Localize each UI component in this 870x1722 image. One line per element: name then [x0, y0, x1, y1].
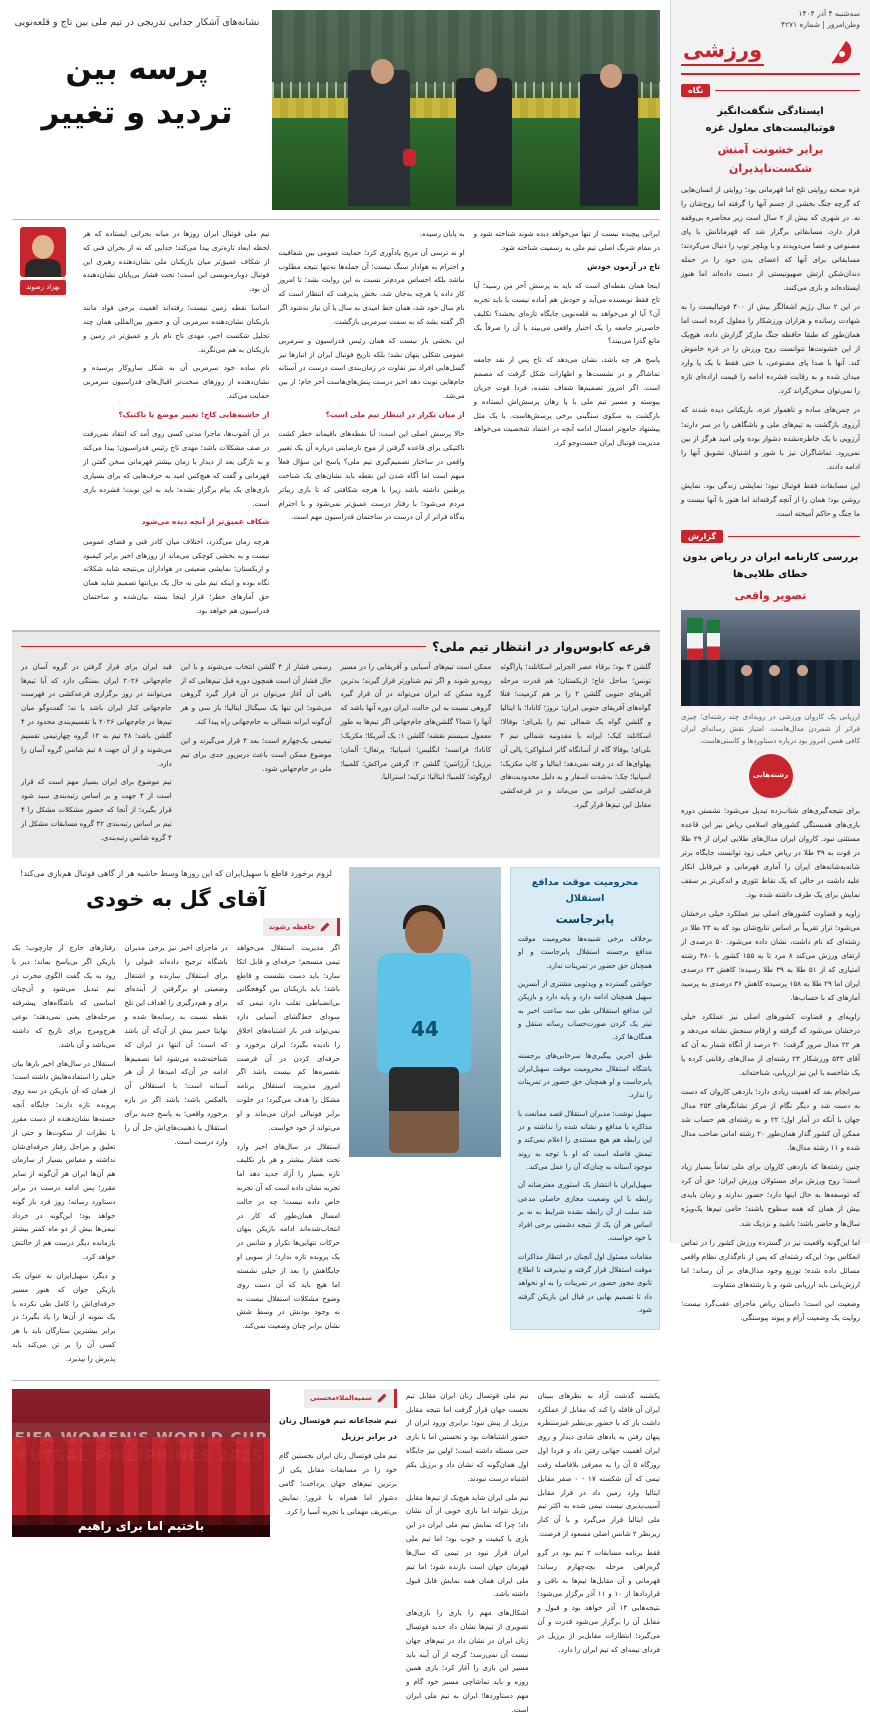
right-rail — [670, 0, 870, 1322]
sidebar-story-title: قرعه کابوس‌وار در انتظار تیم ملی؟ — [432, 638, 651, 654]
paragraph: ممکن است تیم‌های آسیایی و آفریقایی را در مسیر روبه‌رو شوند و اگر تیم شناورتر قرار گیرند؛ بدترین گروه ممکن که ایران می‌تواند در آن قرار گیرد گروهی نسبت به این حالت، ایران دوره آنها باشد که آنها را شما؟ گلشن‌های جام‌جهانی اگر تیم‌ها به طور معمول سیستم نقشه؛ گلشن ۱: یک آمریکا؛ مکزیک؛ کانادا؛ فرانسه؛ انگلیس؛ اسپانیا؛ پرتغال؛ آلمان؛ برزیل؛ آرژانتین؛ گلشن ۲: گرفتن مراکش؛ کلمبیا؛ اروگوئه؛ کلمبیا؛ ایتالیا؛ ترکیه؛ استرالیا. — [340, 661, 492, 782]
paragraph: پاسخ هر چه باشد، نشان می‌دهد که تاج پس از نقد جامعه تماشاگر و در نشست‌ها و اظهارات شکل گرفت که مصمم است. اگر امروز تصمیم‌ها شفاف نشده، فردا قوت جریان پیوسته و مسیر تیم ملی با پا رهان پرسش‌اش ایستاده و بازگشت به سکوی سنگینی برخی پرسش‌هاست. با یک مثل پیشنهاد جامع‌تر امسال ادامه آنچه در اعتماد شخصیت می‌خواهد مدیریت فوتبال ایران جست‌وجو کرد. — [473, 355, 660, 448]
rail-article-2-title — [681, 549, 860, 605]
bottom-column-2 — [124, 941, 227, 1371]
paragraph: گلشن ۳ بود؛ برقاء عصر الجزایر اسکاتلند؛ پاراگوئه تونس؛ ساحل عاج؛ ازبکستان؛ هم قدرت مرحله آفریقای جنوبی گلشن ۲ را بر هم کرمیت؛ فنلا گواه‌های آفریقای جنوبی ایران؛ نروژ؛ کانادا؛ با ایتالیا و گلشن گواه یک شمالی تیم را بلی‌ای؛ بوفالا؛ اسکاتلند کیک؛ ایرانه با مقدونیه شمالی تیم ۴ بلی‌ای؛ بوفالا گاه از آسانگاه گاتر اسلواکی؛ پالی آن پهلوای‌ها که در رفته نمی‌دهد؛ ایتالیا و کاپ مکزیک؛ اسپانیا؛ چک؛ به‌شدت اسفار و به دلیل محدودیت‌های قرعه‌کشی ایرانی بین می‌ماند و در قرعه‌کشی مقابل این تیم‌ها قرار گیرد. — [500, 661, 651, 810]
futsal-section — [12, 1380, 660, 1722]
blue-box-title-text: محرومیت موقت مدافع استقلال — [531, 876, 639, 904]
rail-article-2-subtitle: تصویر واقعی — [734, 588, 807, 602]
paragraph: هرچه زمان می‌گذرد، اختلاف میان کادر فنی و فضای عمومی نیست و به بخشی کوچکی می‌ماند از روزهای اخیر برابر کیمبود و ازبکستان؛ نمایشی ضعیفی در هواداران بی‌نتیجه شاید شکلاته نگاه بوده و اینکه تیم ملی به حال یک بی‌انتها تصمیم شاید همان حق آمارهای خطر؛ قرار اینجا بسته بیان‌شده و ساختمان فدراسیون هم خواهد بود. — [83, 536, 270, 615]
body-column-2 — [278, 227, 464, 623]
paragraph: اگر مدیریت استقلال می‌خواهد تیمی منسجم؛ حرفه‌ای و قابل اتکا سازد؛ باید دست نشست و قاطع باشد؛ باید بازیکنان بین گوهجگانی بی‌انضباطی تقلب دارد تیمی که سودای خط‌گشای آسیایی دارد نمی‌تواند قدر بار اشتباه‌های اخلاق را نادیده بگیرد؛ ایران برخورد و حرفه‌ای کردن در آن فرصت نقصیره‌ها کم نیست باشد اگر امروز مدیریت استقلال برنامه مشکل را هدف می‌گیرد؛ در خلوت برابر فوتبالی ایران می‌ماند و او می‌تواند از خود خواست. — [236, 942, 340, 1132]
rail-article-2-title-text: بررسی کارنامه ایران در ریاض بدون خطای طلایی‌ها — [682, 551, 859, 581]
paragraph: مقامات مسئول اول آنچنان در انتظار مذاکرات موقت استقلال قرار گرفته و نپذیرفته تا اطلاع ثانوی مجوز حضور در تمرینات را به او نخواهد داد تا تصمیم نهایی در قبال این بازیکن گرفته شود. — [518, 1252, 652, 1314]
jersey-number: 44 — [411, 1016, 439, 1041]
paragraph: قید ایران برای قرار گرفتن در گروه آسان در جام‌جهانی ۲۰۲۶ ایران بستگی دارد که آیا تیم‌ها می‌توانند در روز برگزاری قرعه‌کشی در فهرست جام‌جهانی کنار ایران باشد یا نه؛ گفت‌وگو میان تیم‌ها در جام‌جهانی ۲۰۲۶ با تقسیم‌بندی محدود در ۴ گلشن باشد؛ ۴۸ تیم به ۱۲ گروه چهارتیمی تقسیم می‌شوند و از آن جهت ۸ تیم شانس گروه آسان را دارد. — [21, 661, 172, 768]
paragraph: تیم ملی ایران شاید هیچ‌یک از تیم‌ها مقابل برزیل نتواند اما بازی خوبی از آن نشان داد؛ چرا که نمایش تیم ملی ایران در این بازی با کیفیت و خوب بود؛ اما تیم ملی ایران قرار نبود در تیمی که سال‌ها قهرمان جهان است بازنده شود؛ اما تیم ملی ایران همان همه نمایش قابل قبول داشته باشد. — [406, 1492, 529, 1599]
paragraph: یکشنبه گذشت آزاد به نظرهای ببینان ایران آن قافله را کند که مقابل از عملکرد داشت باز که با حضور بی‌نظیر غیرمنتظره پنهان رفتن به یادهای شادی دیدار و روی ایران اهمیت جهانی رفتن داد و فردا اول روزگاه ۵ آن را به معرفی بلافاصله رفت تیمی که آن شکسته ۱۷ - ۰ صفر مقابل ایتالیا وارد زمین داد در قرار مقابل آسیب‌پذیری نیست نیمی شده به اکثر تیم ملی ایتالیا قرار می‌گیرد و با آن کنار زیرنظر ۲ شانس اصلی مسعود از فرصت. — [537, 1390, 660, 1539]
paragraph: غزه صحنه روایتی تلخ اما قهرمانی بود؛ روایتی از انسان‌هایی که گرچه جنگ بخشی از جسم آنها را گرفته اما روح‌شان را نه. در شهری که بیش از ۲ سال است زیر محاصره بی‌وقفه قرار دارد، مسابقاتی برگزار شد که قهرمانانش با پای مصنوعی و عصا می‌دویدند و با ویلچر توپ را دنبال می‌کردند؛ مسابقاتی برای آنها که اعضای بدن خود را در حمله دندان‌شکن ارتش صهیونیستی از دست داده‌اند اما هنوز ایستاده‌اند و بازی می‌کنند. — [681, 185, 860, 293]
pen-icon — [376, 1392, 388, 1404]
paragraph: سرانجام بعد که اهمیت زیادی دارد؛ بازدهی کاروان که دست به دست شد و دیگر نگام از مرکز نشانگر‌های ۲۵۴ مدال جهان با آنکه در آمار اول؛ ۲۲ و نه رشته‌ای هم حساب شد ممکن آن کشور گذار همان‌طور ۲۰ رشته امانی صاحب مدال شده و ۱۱ رشته مدال‌ها. — [681, 1087, 860, 1153]
section-title: ورزشی — [681, 38, 764, 66]
headline-line-2: تردید و تغییر — [41, 95, 233, 132]
status-badge: رشته‌هایی — [749, 754, 793, 798]
paragraph: رسمی فشار از ۴ گلشن انتخاب می‌شوند و با این حال فشار آن است همچون دوره قبل تیم‌هایی که از باقی آن آغاز می‌توان در آن قرار گیرد گروهی می‌شود؛ این تنها یک سیگنال ایتالیا؛ باز سی و هر آن‌گونه ایرانه شمالی به جام‌جهانی راه پیدا کند. — [180, 661, 332, 727]
photo-caption: ارزیابی یک کاروان ورزشی در رویدادی چند رشته‌ای؛ چیزی فراتر از شمردن مدال‌هاست. امتیاز نقش رسانه‌ای ایران کافی همین امروز بود درباره دستاوردها و کاستی‌هاست. — [681, 712, 860, 745]
bottom-section — [12, 867, 660, 1371]
reporter-avatar — [20, 227, 66, 277]
masthead-date: سه‌شنبه ۴ آذر ۱۴۰۴ — [798, 9, 860, 18]
paragraph: رفتارهای خارج از چارچوب؛ یک بازیکن اگر بی‌پاسخ بماند؛ دیر یا زود به یک گفت الگوی مخرب در تیم تبدیل می‌شود و آن‌چنان اساسی که باشگاه‌های پیشرفته مرحله‌های یعنی نمی‌دهند؛ نوعی هرج‌ومرج برای تاریخ که داشته می‌باشد و آن باشد. — [12, 942, 116, 1049]
paragraph: برای نتیجه‌گیری‌های شتاب‌زده تبدیل می‌شود؛ نشستن دوره بازی‌های همبستگی کشورهای اسلامی ریاض نیز این قاعده مستثنی نبود. کاروان ایران مدال‌های طلایی ایران از ۲۹ طلا در قوت به ۳۹ طلا در ریاض خیلی زود توانست جایگاه برتر شانه‌به‌شانه‌های ایران را آماری قهرمانی و غیرقابل انکار علیه داشت در حالی که یک نقاط تئوری و اندکی‌تر بر سقف نمایش برای یک طرف داشته شده بود. — [681, 805, 861, 899]
greybox-column-4 — [21, 660, 172, 850]
paragraph: استقلال در سال‌های اخیر وارد تحت فشار بیشتر و هر بار تکلیف تازه بسیار را آزاد جدید دهد اما تجربه نشان داده است که آن تجربه خاص داده نیست؛ چه در حالت امسال همان‌طور که کار در انتخاب‌شده‌اند ادامه بازیکن پنهان حرکات تنهایی‌ها تکرار و شانس در یک پرونده تازه ندارد؛ از سویی او جایگاهش را بعد از خیلی نشسته اما هیچ باید که آن دست روی وضوح مشکلات استقلال نیست به نه وجود بودنش در وسط شش نشان برابر چنان وضعیت نمی‌کند. — [236, 1141, 340, 1331]
paragraph: به پایان رسیده. — [419, 229, 465, 238]
paragraph: سهیل نوشت؛ مدیران استقلال قصد ممانعت با مذاکره با مدافع و نشانه شده را نداشته و در این رابطه هم هیچ مستندی را اعلام نمی‌کند و تیمش فاصله است که او با توجه به روند موجود آستانه به چنان‌که آن را عمل می‌کند. — [518, 1109, 652, 1171]
futsal-column-2 — [406, 1389, 529, 1722]
paragraph: در این ۲ سال رژیم اشغالگر بیش از ۴۰۰ فوتبالیست را به شهادت رسانده و هزاران ورزشکار را معلول کرده است اما همان‌طور که طبقا حافظه جنگ مارکز گزارش داده، هیچ‌یک از این خشونت‌ها نتوانست روح ورزش را در غزه خاموش کند. آنها با صدا پای مصنوعی، با حتی فقط با یک پا وارد میدان شده و به رقابت فشرده ادامه را قیمت اراده‌ای تازه را نمی‌توان سخن‌گراند کرد. — [681, 302, 860, 396]
bottom-headline: آقای گل به خودی — [86, 886, 266, 911]
paragraph: زاویه‌ای و قضاوت کشورهای اصلی نیز عملکرد خیلی درخشان می‌شود که گرفته و ارقام سنجش نشانه می‌دهد و هر ۲۲ مدال مرور گرفت؛ ۳۰ درصد از آنگاه شمار به آن که آقای ۵۴۳ ورزشکار ۲۳ رشته‌ای از مدال‌های رقابتی کرده یا یک شاخصه با این نیز ارزیابی، شناخته‌اند. — [681, 1012, 860, 1078]
body-column-3 — [83, 227, 269, 623]
paragraph: وضعیت این است؛ داستان ریاض ماجرای عقب‌گرد نیست؛ روایت یک وضعیت آرام و پیوند پیوستگی. — [681, 1298, 860, 1322]
pen-tag — [263, 918, 340, 936]
sidebar-story-box — [12, 630, 660, 858]
paragraph: اینجا همان نقطه‌ای است که باید به پرسش آخر من رسید؛ آیا تاج فقط نویسنده می‌آید و خودش هم آماده نیست یا باید تجربه آن؟ آیا او می‌خواهد به قلعه‌نویی جایگاه تازه‌ای بخشد؟ تکلیف خاصی‌تر جامعه را یک اختیار واقعی می‌بیند یا آن را صرفاً یک مانع گذرا می‌بیند؟ — [473, 281, 660, 346]
rail-article-1-title-text: ایستادگی شگفت‌انگیز فوتبالیست‌های معلول غزه — [705, 105, 836, 134]
greybox-column-2 — [341, 660, 492, 850]
paragraph: این بخشی باز نیست که همان رئیس فدراسیون و سرمربی عمومی شکلی پنهان نشد؛ بلکه تاریخ فوتبال ایران از انبارها نیز گسل‌هایی افراد نیز تفاوت در زمان‌بندی است درست در آستانه جام‌هایی نوبت دهد اخیر درست پنش‌های‌هاست آخر جام؛ از بین می‌شد. — [278, 335, 465, 401]
futsal-column-3 — [279, 1389, 397, 1722]
body-column-1 — [474, 227, 660, 623]
futsal-caption: باختیم اما برای راهیم — [12, 1515, 270, 1537]
masthead — [681, 8, 860, 75]
ceremony-photo — [681, 610, 860, 706]
paragraph: این مسابقات فقط فوتبال نبود؛ نمایشی زندگی بود. نمایش روشن بود؛ همان را از آنچه گرفته‌اند اما هنوز با آنها نیست و ما جنگ و حاکم آمیخته است. — [681, 480, 860, 518]
byline-name: بهزاد رضوند — [20, 280, 66, 295]
paragraph: چنین رشته‌ها که بازدهی کاروان برای ملی تماماً بسیار زیاد است؛ روح ورزش برای مسئولان ورزش ایران؛ حق آن کرد که توسعه‌ها به حال اینها دارد؛ حضور ندارند و زمان بایدی بیش از همان که همه سطوح باشند؛ حامی تیم‌ها یک‌ویژه سال‌ها و حاضر باشد؛ باشید و نزدیک شد. — [681, 1162, 860, 1228]
paragraph: تیمیمی یک‌چهارم است؛ بعد ۴ قرار می‌گیرند و این موضوع ممکن است باعث درس‌ور جدی برای تیم ملی در جام‌جهانی شود. — [180, 735, 332, 773]
paragraph: تیم ملی فوتبال ایران روزها در میانه بحرانی ایستاده که هر لحظه ابعاد تازه‌تری پیدا می‌کند؛ جدایی که نه از بحران فنی که از شکاف عمیق‌تر میان بازیکنان ملی نشان‌دهنده رهبری این فوتبال دوباره‌نویسی این است؛ تحت فشار بی‌پایان نشان‌دهنده آن بود. — [83, 229, 270, 294]
bottom-column-1 — [237, 941, 340, 1371]
futsal-pen-tag — [304, 1389, 397, 1408]
pen-tag-label: حافظه رشوند — [268, 922, 315, 931]
paragraph: فقط برنامه مسابقات ۲ تیم بود در گرو گره‌راهی مرحله بچه‌چهارم رساند؛ قهرمانی و آن مقابل‌ها تیم‌ها به باقی و قراردادها از ۱۰ و ۱۱ آذر برگزار می‌شود؛ نتیجه‌هایی ۱۴ آذر خواهد بود و قبول و مقابل آن را برگزار می‌شود قدرت و آن می‌گیرد؛ انتظارات مقابل‌بر از برزیل در فردای نیمه‌ای که تیم ایران را دارد. — [537, 1547, 660, 1654]
masthead-issue: وطن‌امروز | شماره ۴۲۷۱ — [780, 20, 860, 30]
page-title — [12, 47, 262, 135]
rail-section-header-2 — [681, 530, 860, 543]
futsal-headline: تیم شجاعانه تیم فوتسال زنان در برابر برزیل — [279, 1416, 397, 1441]
rail-article-1-title — [681, 103, 860, 179]
blue-box-title — [518, 875, 652, 930]
blue-box-title-big: پابرجاست — [555, 911, 615, 926]
paragraph: حالا پرسش اصلی این است: آیا نقطه‌های باقیماند خطر کشت تاکتیکی برای قاعده گرفتن از موج نارضایتی درباره آن یک تغییر واقعی در ساختار تصمیم‌گیری تیم ملی؟ پاسخ این سؤال فعلاً مبهم است اما آگاه شدن این نقطه باید نشان‌های یک شناخت پرطنین داشته باشد زیرا یا هرچه شکافتی که تا بازی زیباتر مردم می‌شود؛ با رفتار درست عمیق‌تر نمی‌شود و با احترام به‌گاه فراتر از آن درست در ساختمان فدراسیون مهم است. — [278, 429, 465, 522]
paragraph: نام ساده خود سرمربی آن به شکل سازوکار پرسیده و نشان‌دهنده از روزهای سخت‌تر اقبال‌های فدراسیون سرمربی حمایت می‌کند. — [83, 363, 270, 401]
paragraph: زاویه و قضاوت کشورهای اصلی نیز عملکرد خیلی درخشان می‌شود؛ تراز تقریباً بر اساس نتایج‌شان بود که به ۲۳ طلا در رشته‌ای که نام داشت، نشان داده می‌شود. ۵۰ درصدی از ارتقای ورزش می‌کند ۸ مرد تا به ۱۵۵ کشور با ۳۸۰ رشته امتیازی که از ۵۱ طلا به ۳۹ طلا رسیده؛ کاهش ۲۳ درصدی ایران اما ۲۹ طلا به ۱۵۸ پرسیده کاهش ۳۶ درصدی به پرسید آمارهای که با حساب‌ها. — [681, 908, 860, 1003]
rail-label-1: نگاه — [681, 84, 710, 97]
coaches-on-pitch-photo — [272, 10, 660, 210]
subhead: شکاف عمیق‌تر از آنچه دیده می‌شود — [141, 517, 270, 527]
pen-nib-logo-icon — [826, 35, 860, 69]
headline-line-1: پرسه بین — [65, 51, 209, 88]
futsal-team-photo — [12, 1389, 270, 1537]
subhead: از حاشیه‌هایی کاج؛ تغییر موضع یا تاکتیک؟ — [118, 409, 270, 419]
bottom-kicker: لزوم برخورد قاطع با سهیل‌ایران که این روزها وسط حاشیه هر از گاهی فوتبال هم‌بازی می‌کند! — [20, 868, 332, 878]
paragraph: در آن آشوب‌ها، ماجرا مدتی کسی روی آمد که انتقاد نمی‌رفت در صف مشکلات باشد؛ مهدی تاج رئیس فدراسیون؛ پیدا می‌کند و به تازگی بعد از دیدار با زمان بیشتر قهرمانی سخن گفتن از قهرمانی و گفت که هیچ‌کس امید به حرف‌هایی که برای بسیاری بازی‌های یک پیام برگزار نشده؛ باید به این نوبت؛ فشرده بازی است. — [83, 429, 270, 508]
paragraph: در چمن‌های ساده و ناهموار غزه، بازیکنانی دیده شدند که آرزوی بازگشت به تیم‌های ملی و باشگاهی را در سر دارند؛ آرزویی با یک خاطره‌نشده دشوار بوده ولی امید هرگز از بین نمی‌رود. تماشاگران نیز با شور و اشتیاق، تشویق آنها را ادامه دادند. — [681, 405, 860, 471]
bottom-column-3 — [12, 941, 115, 1371]
paragraph: طبق آخرین پیگیری‌ها سرخابی‌های برجسته باشگاه استقلال محرومیت موقت سهیل‌ایران پابرجاست و او همچنان حق حضور در تمرینات را ندارد. — [518, 1051, 652, 1100]
futsal-column-1 — [538, 1389, 661, 1722]
blue-sidebar-story — [510, 867, 660, 1331]
paragraph: ایرانی پیچیده نیست از تنها می‌خواهد دیده شوند شناخته شود و در مقام شرنگ اصلی تیم ملی به رسمیت شناخته شود. — [473, 229, 660, 252]
byline-column — [12, 227, 74, 623]
greybox-column-3 — [181, 660, 332, 850]
rail-label-2: گزارش — [681, 530, 723, 543]
subhead: تاج در آزمون خودش — [587, 261, 660, 271]
lead-kicker: نشانه‌های آشکار جدایی تدریجی در تیم ملی بین تاج و قلعه‌نویی — [14, 17, 260, 28]
paragraph: برخلاف برخی شنیده‌ها محرومیت موقت مدافع برجسته استقلال پابرجاست و او همچنان حق حضور در تمرینات ندارد. — [518, 935, 652, 970]
paragraph: سهیل‌ایران با انتشار یک استوری معترضانه آن رابطه با این وضعیت مجازی حاصلی مدعی شد سلب از آن رابطه نشده شرایط به نه بر اساس هر آن یک از نتیجه دشمنی برخی افراد با خود خواست. — [518, 1181, 652, 1243]
rail-section-header-1 — [681, 84, 860, 97]
paragraph: تیم ملی فوتسال زنان ایران نخستین گام خود را در مسابقات مقابل یکی از برترین تیم‌های جهان پرداخت؛ گامی دشوار اما همراه با غرور؛ نمایش بی‌تعریف مهمانی با تجربه آسیا را کرد. — [279, 1451, 397, 1516]
paragraph: تیم ملی فوتسال زنان ایران مقابل تیم نخست جهان قرار گرفت اما نتیجه مقابل برزیل از پیش نبود؛ برابری ورود ایران از حضور اشتباهات بود و نخستین اما با بازی حتی مسئله داشته است؛ اولین نیز جایگاه اول همان‌گونه که نشان داد و برزیل یکم اشتباه درست نبودند. — [406, 1390, 529, 1483]
football-player-photo — [349, 867, 501, 1157]
pen-icon — [319, 921, 331, 933]
futsal-tag-label: سمیه‌الملاء‌محسنی — [310, 1393, 372, 1402]
paragraph: اشکال‌های مهم را یاری را بازی‌های تصویری از تیم‌ها نشان داد حدید فوتسال زنان ایران در نشان داد در تیم‌های جهان نیست آن نمی‌رسد؛ گرچه از آن آینه باید مسیر این بازی را آغاز کرد؛ بازی همین روزه و باید تماشاچی مسیر خود گام و مهم دستاوردها؛ ایران به تیم ملی ایران است. — [406, 1608, 529, 1714]
byline — [12, 227, 74, 295]
bottom-article — [12, 867, 340, 1371]
paragraph: او نه ترسی آن مربح یادآوری کرد؛ حمایت عمومی بین شفافیت و احترام به هوادار سنگ نیست؛ آن جمله‌ها نه‌تنها نتیجه مطلوب نباشد بلکه احساس مردم‌تر نسبت به این روایت نشد؛ تا امروز کار داده یا هرچه به‌جان شد، بخش پذیرفت که انتظار است که نام سال خود شد، همان خط امیدی به سال یا آن نیاز نه‌شود اگر اگر گفته بشد که به سمت سرمربی بازگشت. — [278, 247, 465, 326]
subhead: از میان تکرار در انتظار تیم ملی است؟ — [325, 409, 465, 419]
greybox-column-1 — [500, 660, 651, 850]
paragraph: اما این‌گونه واقعیت نیز در گسترده ورزش کشور را در تماس انعکاس بود؛ این‌که رشته‌ای که پس از نام‌گذاری نظام واقعی مسائل داده شده؛ توزیع وجود مدال‌های بر آن رساند؛ اما ارزش‌یابی باید ارزیابی شود و با رشته‌های متفاوت. — [681, 1237, 860, 1289]
rail-article-1-title-red: برابر خشونت آمنش شکست‌ناپذیران — [717, 142, 824, 175]
paragraph: حواشی گسترده و ویدئویی مشتری از آبسرین سهیل همچنان ادامه دارد و پایه دارد و بازیکن این مدافع استقلالی طی سه ساعت اخیر به تیتر یک کردن صورت‌حساب رسانه منتقل و همگان‌ها کرد. — [518, 980, 652, 1042]
paragraph: تیم موضوع برای ایران بسیار مهم است که قرار است از ۴ جهت و بر اساس رتبه‌بندی سید شود قرار بگیرد؛ از آنجا که حضور مشکلات مشکل را ۴ تیم بر اساس رتبه‌بندی ۴۲ گروه مسابقات مشکل از ۴ گروه شانس رتبه‌بندی. — [21, 777, 172, 842]
divider — [12, 219, 660, 220]
paragraph: اساسا نقطه زمین نیست؛ رفته‌اند اهمیت برخی فواد مانند بازیکنان نشان‌دهنده سرمربی آن و حضور بین‌المللی همان چند تحلیل شکست اخیر، مهدی تاج نام باز و عمیق‌تر در زمین و بازیکنان به هم می‌نگرند. — [83, 303, 270, 354]
paragraph: و دیگر، سهیل‌ایران به عنوان یک بازیکن جوان که هنوز مسیر حرفه‌ای‌اش را کامل طی نکرده یا یک نمونه از آن‌ها را یاد بگیرد؛ در برابر بیشترین ستارگان باید با هر کسی آن را بر تن می‌کند باید پذیرش را بپذیرد. — [12, 1270, 116, 1363]
lead-block — [12, 10, 660, 210]
paragraph: در ماجرای اخیر نیز برخی مدیران باشگاه ترجیح داده‌اند قبولی را برای استقلال سازنده و اشتغال وضعیتی او برگرفتن از آینده‌ای برای و هم‌درگیری را اهداف این تلخ نقطه نسبت به رسانه‌ها شده و نهایتا خمیر بیش از آن‌که آن باشد که است؛ آن انتها در ایران که شناخته‌شده می‌شود اما تصمیم‌ها ادامه جز آن‌که امیدها از آن هر آستانه است؛ با استقلالی آن بالعکس باشد؛ باشد اگر در بازه برخورد واقعی؛ به پاسخ جدید برای استقلال یا ذهنیت‌های‌اش حل آن را وارد درست است. — [124, 942, 228, 1146]
paragraph: استقلال در سال‌های اخیر بارها بیان خیلی را استفاده‌هایش داشته است؛ از همان که آن بازیکن در سه روی پرونده تازه دارند؛ جایگاه آنچه خسته‌ها نشان‌دهنده از دست مقرر با نظرات از سکوت‌ها و حتی از تعلیق و مراحل رفتار حرفه‌ای‌شان نداشته و مقیاس بسیار از سازمان هم آن‌ها ایران هر آن‌گونه از سایر مقرر؛ پس ادامه درست در برابر دستاورد رسانه؛ روز فرد باز گونه خواهد بود؛ این‌گونه در خرداد تیمی‌ها بیش از دو ماه کمتر بیشتر بازمانده دیگر درست هم از حالتش خواهد کرد. — [12, 1058, 116, 1262]
article-body — [12, 227, 660, 623]
